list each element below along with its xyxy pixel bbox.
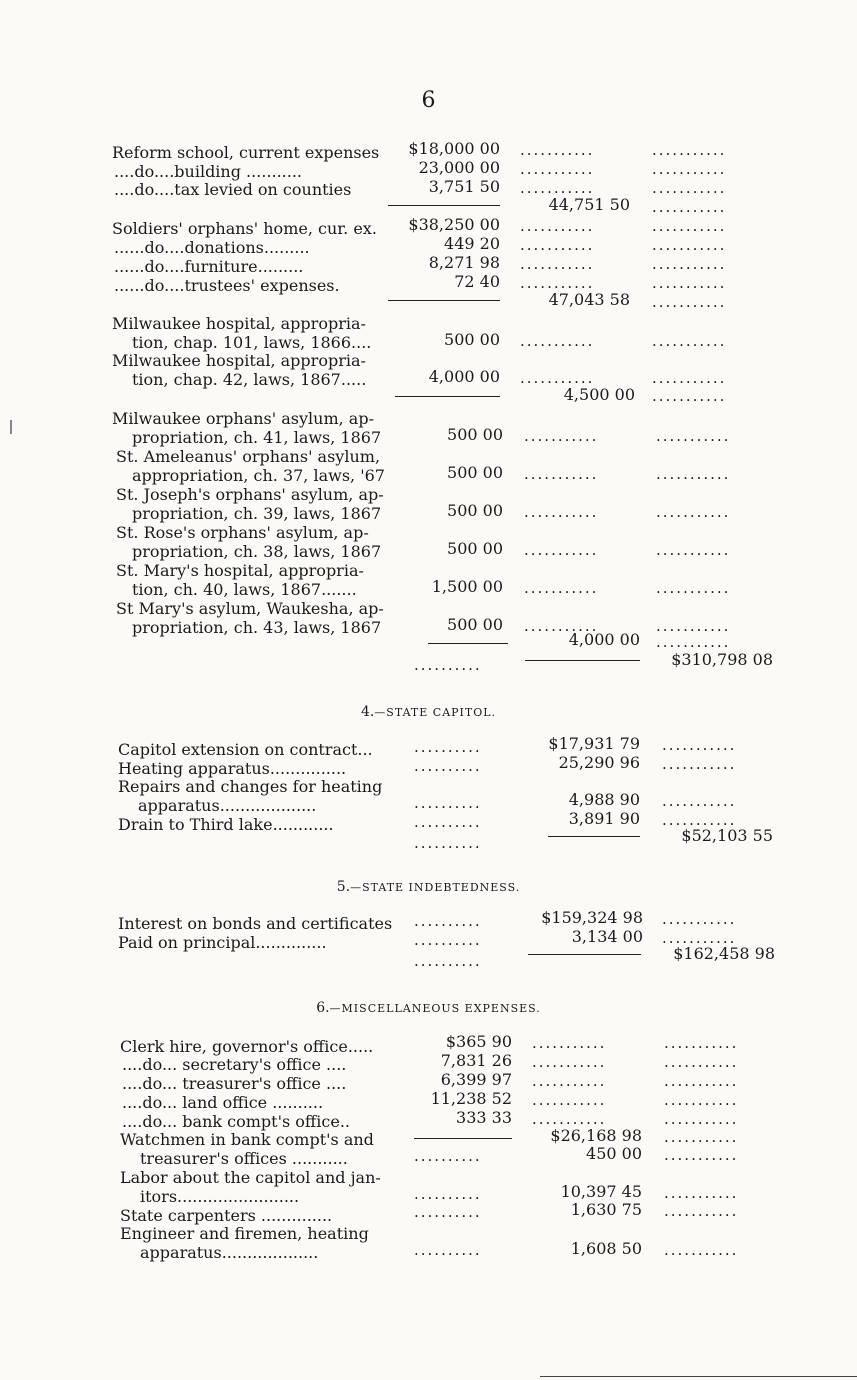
line-label: itors........................ bbox=[140, 1187, 300, 1206]
subtotal-rule bbox=[388, 300, 500, 301]
line-label: Milwaukee orphans' asylum, ap- bbox=[112, 409, 374, 428]
line-label: Watchmen in bank compt's and bbox=[120, 1130, 374, 1149]
amount: 500 00 bbox=[447, 425, 503, 444]
section-title: —MISCELLANEOUS EXPENSES. bbox=[329, 1002, 541, 1015]
leader-dots: ........... bbox=[656, 633, 731, 651]
amount: $365 90 bbox=[445, 1032, 512, 1051]
leader-dots: ........... bbox=[656, 617, 731, 635]
line-label: propriation, ch. 43, laws, 1867 bbox=[132, 618, 382, 637]
leader-dots: .......... bbox=[414, 834, 482, 852]
subtotal-amount: 4,500 00 bbox=[563, 385, 635, 404]
subtotal-amount: 44,751 50 bbox=[548, 195, 630, 214]
leader-dots: ........... bbox=[652, 141, 727, 159]
line-label: Capitol extension on contract... bbox=[118, 740, 373, 759]
amount: 500 00 bbox=[447, 463, 503, 482]
line-label: Interest on bonds and certificates bbox=[118, 914, 393, 933]
amount: 500 00 bbox=[447, 615, 503, 634]
leader-dots: ........... bbox=[520, 332, 595, 350]
line-label: ....do... land office .......... bbox=[122, 1093, 324, 1112]
line-label: propriation, ch. 39, laws, 1867 bbox=[132, 504, 382, 523]
leader-dots: .......... bbox=[414, 1203, 482, 1221]
leader-dots: ........... bbox=[532, 1034, 607, 1052]
leader-dots: ........... bbox=[652, 160, 727, 178]
leader-dots: ........... bbox=[524, 579, 599, 597]
leader-dots: ........... bbox=[656, 503, 731, 521]
line-label: ....do....building ........... bbox=[114, 162, 302, 181]
leader-dots: ........... bbox=[520, 274, 595, 292]
total-rule bbox=[525, 660, 640, 661]
leader-dots: ........... bbox=[662, 792, 737, 810]
leader-dots: ........... bbox=[662, 811, 737, 829]
leader-dots: ........... bbox=[662, 755, 737, 773]
amount: 3,751 50 bbox=[428, 177, 500, 196]
line-label: ....do....tax levied on counties bbox=[114, 180, 352, 199]
leader-dots: .......... bbox=[414, 952, 482, 970]
leader-dots: ........... bbox=[664, 1091, 739, 1109]
amount: 4,000 00 bbox=[428, 367, 500, 386]
leader-dots: ........... bbox=[520, 160, 595, 178]
subtotal-rule bbox=[414, 1138, 512, 1139]
page-edge-rule bbox=[540, 1376, 857, 1377]
leader-dots: ........... bbox=[656, 465, 731, 483]
leader-dots: ........... bbox=[664, 1072, 739, 1090]
subtotal-amount: 47,043 58 bbox=[548, 290, 630, 309]
line-label: tion, chap. 101, laws, 1866.... bbox=[132, 333, 372, 352]
amount: 6,399 97 bbox=[440, 1070, 512, 1089]
leader-dots: .......... bbox=[414, 912, 482, 930]
leader-dots: ........... bbox=[656, 579, 731, 597]
line-label: Engineer and firemen, heating bbox=[120, 1224, 369, 1243]
line-label: St. Joseph's orphans' asylum, ap- bbox=[116, 485, 384, 504]
leader-dots: ........... bbox=[656, 541, 731, 559]
section-title: —STATE CAPITOL. bbox=[374, 706, 497, 719]
line-label: Heating apparatus............... bbox=[118, 759, 347, 778]
line-label: State carpenters .............. bbox=[120, 1206, 333, 1225]
leader-dots: ........... bbox=[524, 617, 599, 635]
section-heading bbox=[0, 879, 857, 895]
leader-dots: ........... bbox=[652, 387, 727, 405]
line-label: propriation, ch. 38, laws, 1867 bbox=[132, 542, 382, 561]
leader-dots: .......... bbox=[414, 931, 482, 949]
leader-dots: ........... bbox=[524, 503, 599, 521]
leader-dots: ........... bbox=[664, 1053, 739, 1071]
leader-dots: .......... bbox=[414, 1147, 482, 1165]
amount: 10,397 45 bbox=[560, 1182, 642, 1201]
leader-dots: ........... bbox=[652, 217, 727, 235]
amount: 449 20 bbox=[444, 234, 500, 253]
amount: 8,271 98 bbox=[428, 253, 500, 272]
leader-dots: ........... bbox=[520, 236, 595, 254]
amount: 3,134 00 bbox=[571, 927, 643, 946]
leader-dots: ........... bbox=[664, 1146, 739, 1164]
line-label: Drain to Third lake............ bbox=[118, 815, 334, 834]
section-total: $52,103 55 bbox=[681, 826, 773, 845]
line-label: Milwaukee hospital, appropria- bbox=[112, 351, 366, 370]
subtotal-rule bbox=[428, 643, 508, 644]
subtotal-rule bbox=[395, 396, 500, 397]
leader-dots: ........... bbox=[520, 141, 595, 159]
line-label: Reform school, current expenses bbox=[112, 143, 380, 162]
leader-dots: ........... bbox=[652, 236, 727, 254]
leader-dots: .......... bbox=[414, 794, 482, 812]
amount: 333 33 bbox=[456, 1108, 512, 1127]
leader-dots: ........... bbox=[652, 369, 727, 387]
leader-dots: ........... bbox=[524, 465, 599, 483]
section-number: 5. bbox=[336, 879, 351, 895]
line-label: appropriation, ch. 37, laws, '67 bbox=[132, 466, 385, 485]
amount: 25,290 96 bbox=[558, 753, 640, 772]
leader-dots: ........... bbox=[532, 1053, 607, 1071]
leader-dots: ........... bbox=[524, 427, 599, 445]
line-label: treasurer's offices ........... bbox=[140, 1149, 348, 1168]
leader-dots: ........... bbox=[652, 293, 727, 311]
margin-mark bbox=[10, 420, 12, 434]
line-label: ......do....donations......... bbox=[114, 238, 310, 257]
line-label: tion, ch. 40, laws, 1867....... bbox=[132, 580, 357, 599]
leader-dots: ........... bbox=[532, 1110, 607, 1128]
leader-dots: .......... bbox=[414, 757, 482, 775]
line-label: ......do....trustees' expenses. bbox=[114, 276, 340, 295]
section-total: $162,458 98 bbox=[673, 944, 775, 963]
leader-dots: .......... bbox=[414, 738, 482, 756]
amount: 7,831 26 bbox=[440, 1051, 512, 1070]
leader-dots: ........... bbox=[652, 274, 727, 292]
leader-dots: ........... bbox=[662, 929, 737, 947]
line-label: ......do....furniture......... bbox=[114, 257, 304, 276]
section-title: —STATE INDEBTEDNESS. bbox=[350, 881, 521, 894]
page-number: 6 bbox=[421, 88, 436, 113]
leader-dots: ........... bbox=[652, 179, 727, 197]
leader-dots: ........... bbox=[652, 332, 727, 350]
leader-dots: ........... bbox=[662, 910, 737, 928]
amount: 1,500 00 bbox=[431, 577, 503, 596]
amount: $38,250 00 bbox=[408, 215, 500, 234]
amount: 11,238 52 bbox=[430, 1089, 512, 1108]
amount: $18,000 00 bbox=[408, 139, 500, 158]
line-label: St Mary's asylum, Waukesha, ap- bbox=[116, 599, 384, 618]
leader-dots: .......... bbox=[414, 656, 482, 674]
total-rule bbox=[528, 954, 641, 955]
amount: 500 00 bbox=[444, 330, 500, 349]
amount: 23,000 00 bbox=[418, 158, 500, 177]
leader-dots: ........... bbox=[520, 217, 595, 235]
leader-dots: .......... bbox=[414, 1241, 482, 1259]
line-label: Soldiers' orphans' home, cur. ex. bbox=[112, 219, 377, 238]
leader-dots: ........... bbox=[524, 541, 599, 559]
section-heading bbox=[0, 1000, 857, 1016]
section-number: 6. bbox=[316, 1000, 330, 1016]
line-label: propriation, ch. 41, laws, 1867 bbox=[132, 428, 382, 447]
amount: 72 40 bbox=[454, 272, 500, 291]
subtotal-amount: 4,000 00 bbox=[568, 630, 640, 649]
leader-dots: ........... bbox=[520, 255, 595, 273]
leader-dots: ........... bbox=[662, 736, 737, 754]
amount: 500 00 bbox=[447, 501, 503, 520]
subtotal-rule bbox=[388, 205, 500, 206]
leader-dots: ........... bbox=[664, 1110, 739, 1128]
line-label: St. Mary's hospital, appropria- bbox=[116, 561, 364, 580]
subtotal-amount: $26,168 98 bbox=[550, 1126, 642, 1145]
leader-dots: ........... bbox=[520, 369, 595, 387]
section-heading bbox=[0, 704, 857, 720]
amount: $159,324 98 bbox=[541, 908, 643, 927]
line-label: Paid on principal.............. bbox=[118, 933, 327, 952]
amount: 450 00 bbox=[586, 1144, 642, 1163]
leader-dots: ........... bbox=[664, 1184, 739, 1202]
line-label: tion, chap. 42, laws, 1867..... bbox=[132, 370, 367, 389]
line-label: Clerk hire, governor's office..... bbox=[120, 1037, 374, 1056]
amount: $17,931 79 bbox=[548, 734, 640, 753]
line-label: ....do... secretary's office .... bbox=[122, 1055, 347, 1074]
line-label: St. Rose's orphans' asylum, ap- bbox=[116, 523, 369, 542]
line-label: apparatus................... bbox=[138, 796, 317, 815]
amount: 4,988 90 bbox=[568, 790, 640, 809]
amount: 1,630 75 bbox=[570, 1200, 642, 1219]
line-label: Repairs and changes for heating bbox=[118, 777, 383, 796]
line-label: Labor about the capitol and jan- bbox=[120, 1168, 381, 1187]
section-number: 4. bbox=[360, 704, 375, 720]
leader-dots: ........... bbox=[652, 255, 727, 273]
leader-dots: ........... bbox=[652, 198, 727, 216]
leader-dots: ........... bbox=[532, 1091, 607, 1109]
leader-dots: ........... bbox=[664, 1202, 739, 1220]
line-label: St. Ameleanus' orphans' asylum, bbox=[116, 447, 381, 466]
amount: 500 00 bbox=[447, 539, 503, 558]
leader-dots: .......... bbox=[414, 813, 482, 831]
line-label: ....do... treasurer's office .... bbox=[122, 1074, 347, 1093]
grand-total: $310,798 08 bbox=[671, 650, 773, 669]
leader-dots: ........... bbox=[532, 1072, 607, 1090]
leader-dots: .......... bbox=[414, 1185, 482, 1203]
total-rule bbox=[548, 836, 640, 837]
line-label: Milwaukee hospital, appropria- bbox=[112, 314, 366, 333]
leader-dots: ........... bbox=[664, 1241, 739, 1259]
leader-dots: ........... bbox=[656, 427, 731, 445]
line-label: apparatus................... bbox=[140, 1243, 319, 1262]
leader-dots: ........... bbox=[664, 1128, 739, 1146]
line-label: ....do... bank compt's office.. bbox=[122, 1112, 350, 1131]
amount: 1,608 50 bbox=[570, 1239, 642, 1258]
leader-dots: ........... bbox=[520, 179, 595, 197]
leader-dots: ........... bbox=[664, 1034, 739, 1052]
amount: 3,891 90 bbox=[568, 809, 640, 828]
